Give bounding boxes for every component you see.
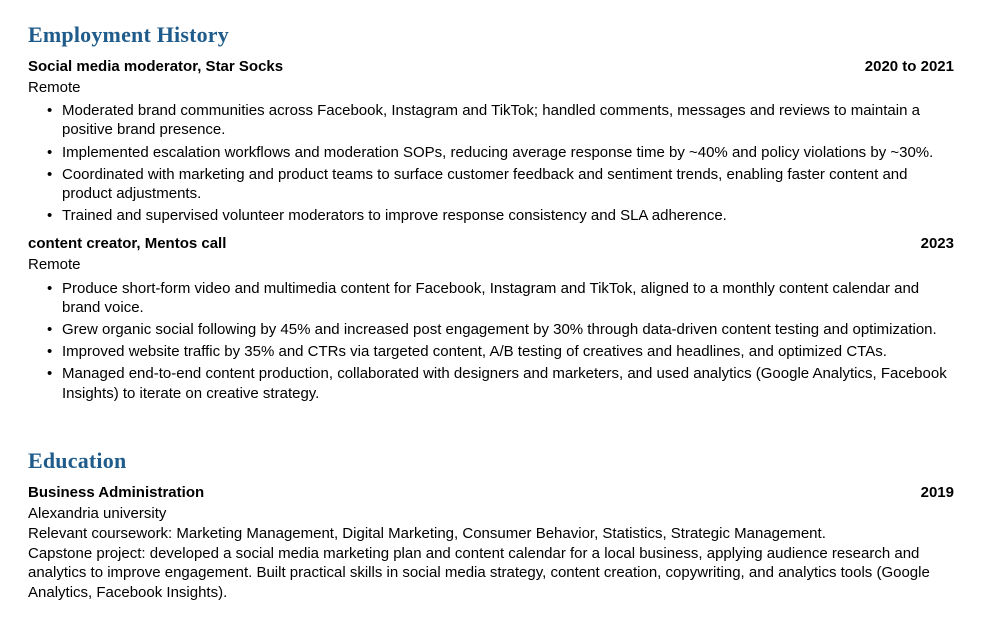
job-title: Social media moderator, Star Socks bbox=[28, 58, 284, 75]
list-item: • Moderated brand communities across Facebook, Instagram and TikTok; handled comments, messages and reviews to maintain a positive brand presence. bbox=[62, 101, 954, 139]
degree-title: Business Administration bbox=[28, 483, 205, 501]
employment-entry-header bbox=[28, 58, 954, 77]
employment-entry-header bbox=[28, 235, 954, 254]
education-heading: Education bbox=[28, 447, 127, 473]
job-dates: 2023 bbox=[920, 235, 954, 253]
list-item: • Trained and supervised volunteer moderators to improve response consistency and SLA adherence. bbox=[62, 206, 954, 225]
list-item: • Improved website traffic by 35% and CTRs via targeted content, A/B testing of creatives and headlines, and optimized CTAs. bbox=[62, 342, 954, 361]
education-entry bbox=[28, 484, 954, 602]
list-item: • Produce short-form video and multimedia content for Facebook, Instagram and TikTok, aligned to a monthly content calendar and brand voice. bbox=[62, 279, 954, 317]
education-details bbox=[28, 504, 954, 602]
job-location: Remote bbox=[28, 78, 81, 96]
job-location: Remote bbox=[28, 256, 81, 274]
employment-entry bbox=[28, 235, 954, 402]
job-dates: 2020 to 2021 bbox=[864, 58, 954, 75]
education-section bbox=[0, 406, 1000, 602]
list-item: • Implemented escalation workflows and moderation SOPs, reducing average response time by ~40% and policy violations by ~30%. bbox=[62, 143, 954, 162]
degree-date: 2019 bbox=[920, 483, 954, 501]
capstone-text: Capstone project: developed a social media marketing plan and content calendar for a local business, applying audience research and analytics to improve engagement. Built practical skills in social media strategy, content creation, copywriting, and analytics tools (Google Analytics, Facebook Insights). bbox=[28, 545, 930, 601]
coursework-text: Relevant coursework: Marketing Management, Digital Marketing, Consumer Behavior, Statistics, Strategic Management. bbox=[28, 525, 826, 542]
job-responsibilities-list bbox=[28, 101, 954, 225]
list-item: • Coordinated with marketing and product teams to surface customer feedback and sentiment trends, enabling faster content and product adjustments. bbox=[62, 165, 954, 203]
list-item: • Managed end-to-end content production, collaborated with designers and marketers, and used analytics (Google Analytics, Facebook Insights) to iterate on creative strategy. bbox=[62, 364, 954, 402]
list-item: • Grew organic social following by 45% and increased post engagement by 30% through data-driven content testing and optimization. bbox=[62, 320, 954, 339]
employment-entry bbox=[28, 58, 954, 225]
employment-history-heading: Employment History bbox=[28, 22, 229, 47]
job-title: content creator, Mentos call bbox=[28, 235, 227, 253]
education-entry-header bbox=[28, 484, 954, 503]
job-responsibilities-list bbox=[28, 279, 954, 403]
school-name: Alexandria university bbox=[28, 504, 167, 522]
